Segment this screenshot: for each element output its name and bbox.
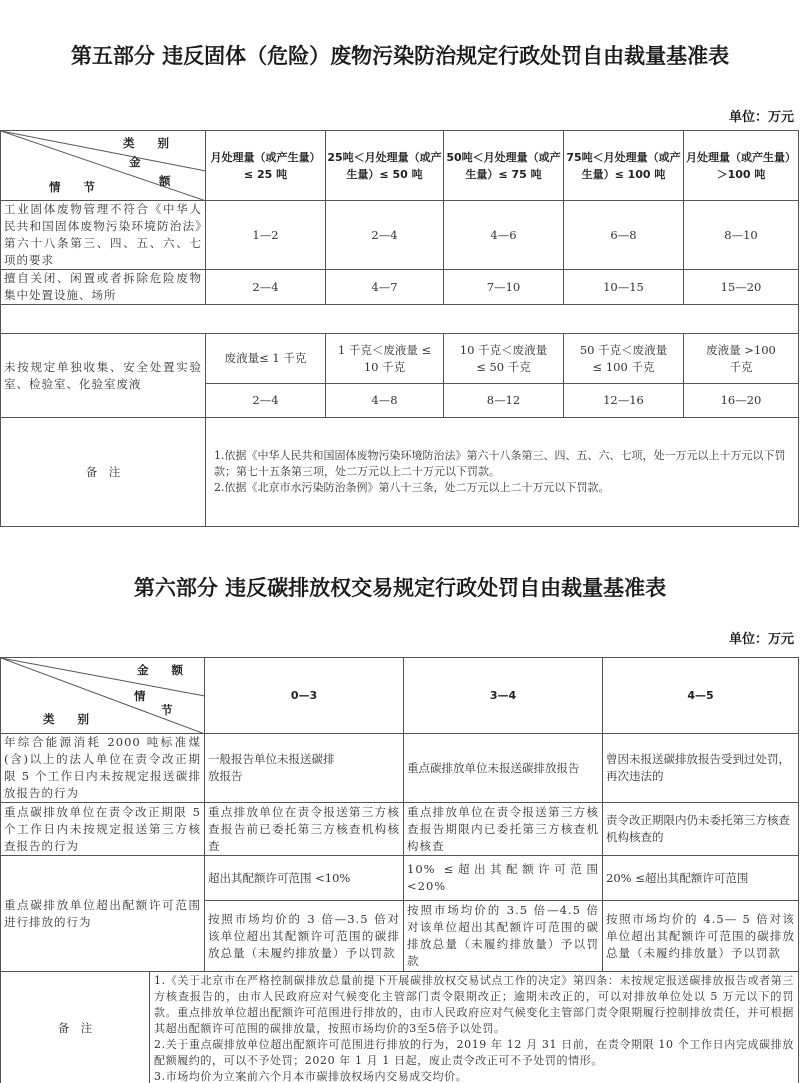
part5-col-header: 月处理量（或产生量）＞100 吨 xyxy=(684,131,799,201)
part5-col-header: 月处理量（或产生量）≤ 25 吨 xyxy=(206,131,326,201)
penalty-cell: 4—8 xyxy=(326,384,444,418)
part6-diagonal-header xyxy=(1,658,205,734)
range-cell: 1 千克＜废液量 ≤ 10 千克 xyxy=(326,334,444,384)
notes-label: 备 注 xyxy=(1,418,206,527)
part5-diag-amount-1: 金 xyxy=(129,155,141,169)
part5-header-row xyxy=(1,131,799,201)
part6-diag-amount: 金 额 xyxy=(137,663,183,677)
part5-title: 第五部分 违反固体（危险）废物污染防治规定行政处罚自由裁量基准表 xyxy=(70,43,730,68)
penalty-cell: 8—12 xyxy=(444,384,564,418)
notes-label: 备 注 xyxy=(1,972,150,1083)
part5-table xyxy=(0,130,799,527)
table-row xyxy=(1,803,799,856)
range-cell: 20% ≤超出其配额许可范围 xyxy=(603,856,799,901)
situation-cell: 曾因未报送碳排放报告受到过处罚，再次违法的 xyxy=(603,734,799,803)
range-cell: 10% ≤超出其配额许可范围 <20% xyxy=(404,856,603,901)
notes-content xyxy=(150,972,799,1083)
penalty-cell: 2—4 xyxy=(206,270,326,305)
situation-cell: 重点排放单位在责令报送第三方核查报告前已委托第三方核查机构核查 xyxy=(205,803,404,856)
penalty-cell: 7—10 xyxy=(444,270,564,305)
part5-unit-label: 单位：万元 xyxy=(728,110,794,125)
diagonal-lines-icon xyxy=(1,131,206,201)
note-line: 1.《关于北京市在严格控制碳排放总量前提下开展碳排放权交易试点工作的决定》第四条：未按规定报送碳排放报告或者第三方核查报告的，由市人民政府应对气候变化主管部门责令限期改正；逾期未改正的，可以对排放单位处以 5 万元以下的罚款。重点排放单位超出配额许可范围进行排放的，由市人民政府应对气候变化主管部门责令限期履行控制排放责任，并可根据其超出配额许可范围的碳排放量，按照市场均价的3至5倍予以处罚。 xyxy=(154,973,794,1035)
part6-diag-situation-1: 情 xyxy=(134,689,146,703)
penalty-cell: 按照市场均价的 4.5— 5 倍对该单位超出其配额许可范围的碳排放总量（未履约排放量）予以罚款 xyxy=(603,901,799,972)
table-spacer-row xyxy=(1,305,799,334)
part5-col-header: 50吨＜月处理量（或产生量）≤ 75 吨 xyxy=(444,131,564,201)
range-cell: 废液量≤ 1 千克 xyxy=(206,334,326,384)
penalty-cell: 4—6 xyxy=(444,201,564,270)
part6-unit-label: 单位：万元 xyxy=(728,632,794,647)
row-situation: 重点碳排放单位在责令改正期限 5 个工作日内未按规定报送第三方核查报告的行为 xyxy=(1,803,205,856)
note-line: 2.关于重点碳排放单位超出配额许可范围进行排放的行为，2019 年 12 月 31 日前，在责令期限 10 个工作日内完成碳排放配额履约的，可以不予处罚；2020 年 1 月 1 日起，废止责令改正可不予处罚的情形。 xyxy=(154,1037,794,1067)
row-situation: 擅自关闭、闲置或者拆除危险废物集中处置设施、场所 xyxy=(1,270,206,305)
penalty-cell: 2—4 xyxy=(206,384,326,418)
part5-diag-situation: 情 节 xyxy=(49,180,95,194)
note-line: 2.依据《北京市水污染防治条例》第八十三条，处二万元以上二十万元以下罚款。 xyxy=(214,481,610,494)
table-row xyxy=(1,856,799,901)
row-situation: 工业固体废物管理不符合《中华人民共和国固体废物污染环境防治法》第六十八条第三、四、五、六、七项的要求 xyxy=(1,201,206,270)
range-cell: 废液量 >100 千克 xyxy=(684,334,799,384)
part6-col-header: 4—5 xyxy=(603,658,799,734)
situation-cell: 一般报告单位未报送碳排放报告 xyxy=(205,734,404,803)
table-row xyxy=(1,270,799,305)
notes-row xyxy=(1,972,799,1083)
penalty-cell: 16—20 xyxy=(684,384,799,418)
part5-col-header: 75吨＜月处理量（或产生量）≤ 100 吨 xyxy=(564,131,684,201)
table-row xyxy=(1,334,799,384)
penalty-cell: 15—20 xyxy=(684,270,799,305)
row-situation: 年综合能源消耗 2000 吨标准煤(含)以上的法人单位在责令改正期限 5 个工作日内未按规定报送碳排放报告的行为 xyxy=(1,734,205,803)
part5-col-header: 25吨＜月处理量（或产生量）≤ 50 吨 xyxy=(326,131,444,201)
range-cell: 10 千克＜废液量 ≤ 50 千克 xyxy=(444,334,564,384)
situation-cell: 重点碳排放单位未报送碳排放报告 xyxy=(404,734,603,803)
penalty-cell: 按照市场均价的 3.5 倍—4.5 倍对该单位超出其配额许可范围的碳排放总量（未履约排放量）予以罚款 xyxy=(404,901,603,972)
note-line: 3.市场均价为立案前六个月本市碳排放权场内交易成交均价。 xyxy=(154,1069,468,1083)
situation-cell: 重点排放单位在责令报送第三方核查报告期限内已委托第三方核查机构核查 xyxy=(404,803,603,856)
penalty-cell: 1—2 xyxy=(206,201,326,270)
part5-diag-amount-2: 额 xyxy=(159,174,171,188)
empty-cell xyxy=(1,305,799,334)
row-situation: 重点碳排放单位超出配额许可范围进行排放的行为 xyxy=(1,856,205,972)
range-cell: 超出其配额许可范围 <10% xyxy=(205,856,404,901)
part6-diag-situation-2: 节 xyxy=(161,703,173,717)
part6-col-header: 0—3 xyxy=(205,658,404,734)
part5-diag-category: 类 别 xyxy=(123,136,169,150)
penalty-cell: 6—8 xyxy=(564,201,684,270)
part5-diagonal-header xyxy=(1,131,206,201)
part6-title: 第六部分 违反碳排放权交易规定行政处罚自由裁量基准表 xyxy=(133,575,667,600)
penalty-cell: 4—7 xyxy=(326,270,444,305)
note-line: 1.依据《中华人民共和国固体废物污染环境防治法》第六十八条第三、四、五、六、七项，处一万元以上十万元以下罚款；第七十五条第三项，处二万元以上二十万元以下罚款。 xyxy=(214,449,786,478)
penalty-cell: 2—4 xyxy=(326,201,444,270)
notes-content xyxy=(206,418,799,527)
penalty-cell: 按照市场均价的 3 倍—3.5 倍对该单位超出其配额许可范围的碳排放总量（未履约排放量）予以罚款 xyxy=(205,901,404,972)
part6-header-row xyxy=(1,658,799,734)
penalty-cell: 10—15 xyxy=(564,270,684,305)
part6-table xyxy=(0,657,799,1083)
range-cell: 50 千克＜废液量 ≤ 100 千克 xyxy=(564,334,684,384)
table-row xyxy=(1,201,799,270)
situation-cell: 责令改正期限内仍未委托第三方核查机构核查的 xyxy=(603,803,799,856)
table-row xyxy=(1,734,799,803)
part6-diag-category: 类 别 xyxy=(43,712,89,726)
penalty-cell: 12—16 xyxy=(564,384,684,418)
row-situation: 未按规定单独收集、安全处置实验室、检验室、化验室废液 xyxy=(1,334,206,418)
part6-col-header: 3—4 xyxy=(404,658,603,734)
penalty-cell: 8—10 xyxy=(684,201,799,270)
notes-row xyxy=(1,418,799,527)
